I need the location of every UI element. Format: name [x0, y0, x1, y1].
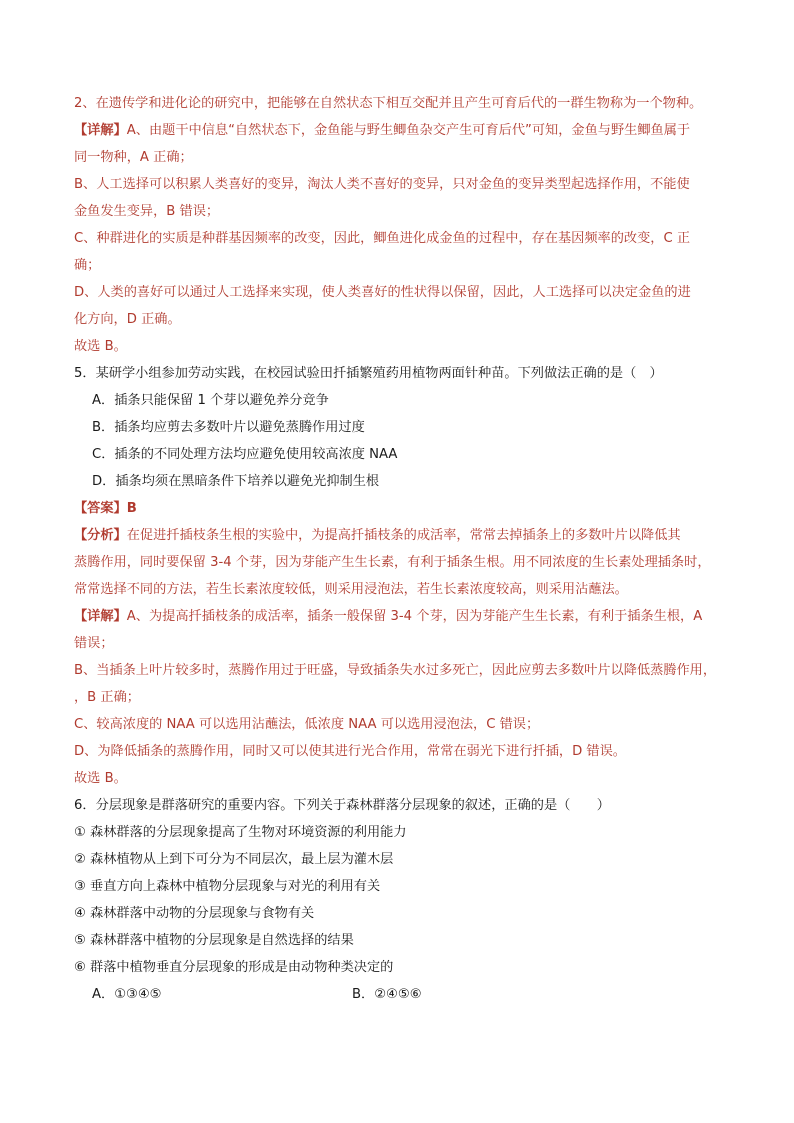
q6-option-b: B．②④⑤⑥: [352, 987, 422, 1002]
q5-detail-c: C、较高浓度的 NAA 可以选用沾蘸法，低浓度 NAA 可以选用浸泡法，C 错误；: [74, 717, 540, 732]
detail-tag: 【详解】: [74, 609, 127, 624]
q4-detail-c-line2: 确；: [74, 258, 101, 273]
q4-detail-c-line1: C、种群进化的实质是种群基因频率的改变，因此，鲫鱼进化成金鱼的过程中，存在基因频率的改变，C 正: [74, 231, 691, 246]
q4-detail-a-line1: 【详解】A、由题干中信息“自然状态下，金鱼能与野生鲫鱼杂交产生可育后代”可知，金鱼与野生鲫鱼属于: [74, 123, 691, 138]
q5-option-a: A．插条只能保留 1 个芽以避免养分竞争: [92, 393, 329, 408]
q5-option-d: D．插条均须在黑暗条件下培养以避免光抑制生根: [92, 474, 380, 489]
q6-stem: 6．分层现象是群落研究的重要内容。下列关于森林群落分层现象的叙述，正确的是（ ）: [74, 798, 610, 813]
q4-detail-b-line1: B、人工选择可以积累人类喜好的变异，淘汰人类不喜好的变异，只对金鱼的变异类型起选择作用，不能使: [74, 177, 690, 192]
q4-conclusion: 故选 B。: [74, 339, 127, 354]
q4-detail-b-line2: 金鱼发生变异，B 错误；: [74, 204, 220, 219]
q4-detail-a-line2: 同一物种，A 正确；: [74, 150, 193, 165]
q5-option-b: B．插条均应剪去多数叶片以避免蒸腾作用过度: [92, 420, 365, 435]
q5-detail-b-line2: ，B 正确；: [74, 690, 140, 705]
q6-item-1: ① 森林群落的分层现象提高了生物对环境资源的利用能力: [74, 825, 407, 840]
analysis-tag: 【分析】: [74, 528, 127, 543]
q5-answer: 【答案】B: [74, 501, 137, 516]
q5-stem: 5．某研学小组参加劳动实践，在校园试验田扦插繁殖药用植物两面针种苗。下列做法正确的是（ ）: [74, 366, 663, 381]
q6-item-4: ④ 森林群落中动物的分层现象与食物有关: [74, 906, 315, 921]
q6-item-5: ⑤ 森林群落中植物的分层现象是自然选择的结果: [74, 933, 354, 948]
q4-species-definition: 2、在遗传学和进化论的研究中，把能够在自然状态下相互交配并且产生可育后代的一群生物称为一个物种。: [74, 96, 703, 111]
q6-item-2: ② 森林植物从上到下可分为不同层次，最上层为灌木层: [74, 852, 394, 867]
q5-conclusion: 故选 B。: [74, 771, 127, 786]
detail-tag: 【详解】: [74, 123, 127, 138]
q6-item-3: ③ 垂直方向上森林中植物分层现象与对光的利用有关: [74, 879, 381, 894]
q5-option-c: C．插条的不同处理方法均应避免使用较高浓度 NAA: [92, 447, 398, 462]
q5-detail-d: D、为降低插条的蒸腾作用，同时又可以使其进行光合作用，常常在弱光下进行扦插，D 错误。: [74, 744, 626, 759]
q5-detail-a-line1: 【详解】A、为提高扦插枝条的成活率，插条一般保留 3-4 个芽，因为芽能产生生长素，有利于插条生根，A: [74, 609, 703, 624]
q6-item-6: ⑥ 群落中植物垂直分层现象的形成是由动物种类决定的: [74, 960, 394, 975]
q5-detail-a-line2: 错误；: [74, 636, 114, 651]
q5-detail-b-line1: B、当插条上叶片较多时，蒸腾作用过于旺盛，导致插条失水过多死亡，因此应剪去多数叶片以降低蒸腾作用，: [74, 663, 717, 678]
q5-analysis-line3: 常常选择不同的方法，若生长素浓度较低，则采用浸泡法，若生长素浓度较高，则采用沾蘸法。: [74, 582, 628, 597]
q4-detail-d-line1: D、人类的喜好可以通过人工选择来实现，使人类喜好的性状得以保留，因此，人工选择可以决定金鱼的进: [74, 285, 691, 300]
q5-analysis-line2: 蒸腾作用，同时要保留 3-4 个芽，因为芽能产生生长素，有利于插条生根。用不同浓度的生长素处理插条时，: [74, 555, 711, 570]
q4-detail-d-line2: 化方向，D 正确。: [74, 312, 181, 327]
q6-option-a: A．①③④⑤: [92, 987, 162, 1002]
q5-analysis-line1: 【分析】在促进扦插枝条生根的实验中，为提高扦插枝条的成活率，常常去掉插条上的多数叶片以降低其: [74, 528, 681, 543]
